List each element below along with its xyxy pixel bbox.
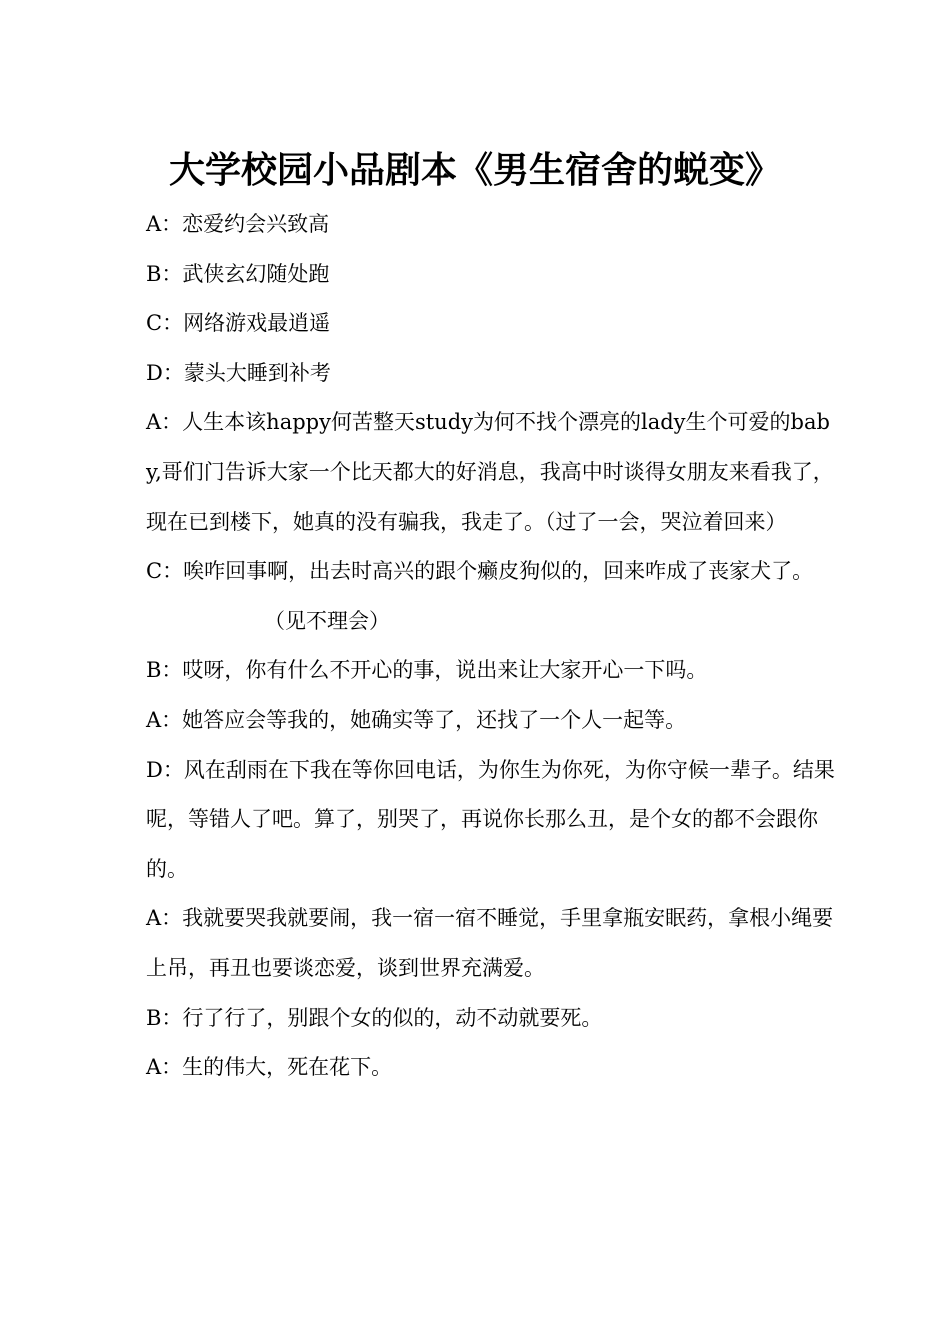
line-d-intro: D：蒙头大睡到补考 [146,360,331,385]
line-a-protest: A：我就要哭我就要闹，我一宿一宿不睡觉，手里拿瓶安眠药，拿根小绳要上吊，再丑也要谈恋爱，谈到世界充满爱。 [146,906,834,980]
line-d-tease: D：风在刮雨在下我在等你回电话，为你生为你死，为你守候一辈子。结果呢，等错人了吧。算了，别哭了，再说你长那么丑，是个女的都不会跟你的。 [146,757,835,881]
line-b-intro: B：武侠玄幻随处跑 [146,261,330,286]
line-a-intro: A：恋爱约会兴致高 [146,212,330,236]
line-b-comfort: B：哎呀，你有什么不开心的事，说出来让大家开心一下吗。 [146,658,708,683]
stage-direction: （见不理会） [264,608,390,633]
line-a-monologue: A：人生本该happy何苦整天study为何不找个漂亮的lady生个可爱的baby,哥们门告诉大家一个比天都大的好消息，我高中时谈得女朋友来看我了，现在已到楼下，她真的没有骗我，我走了。（过了一会，哭泣着回来） [146,410,834,534]
line-a-reply: A：她答应会等我的，她确实等了，还找了一个人一起等。 [146,707,687,732]
line-a-final: A：生的伟大，死在花下。 [146,1055,393,1080]
script-body [146,200,836,1093]
line-c-intro: C：网络游戏最逍遥 [146,311,331,336]
line-c-question: C：唉咋回事啊，出去时高兴的跟个癞皮狗似的，回来咋成了丧家犬了。 [146,559,814,584]
line-b-scold: B：行了行了，别跟个女的似的，动不动就要死。 [146,1005,603,1030]
document-title: 大学校园小品剧本《男生宿舍的蜕变》 [168,150,781,191]
